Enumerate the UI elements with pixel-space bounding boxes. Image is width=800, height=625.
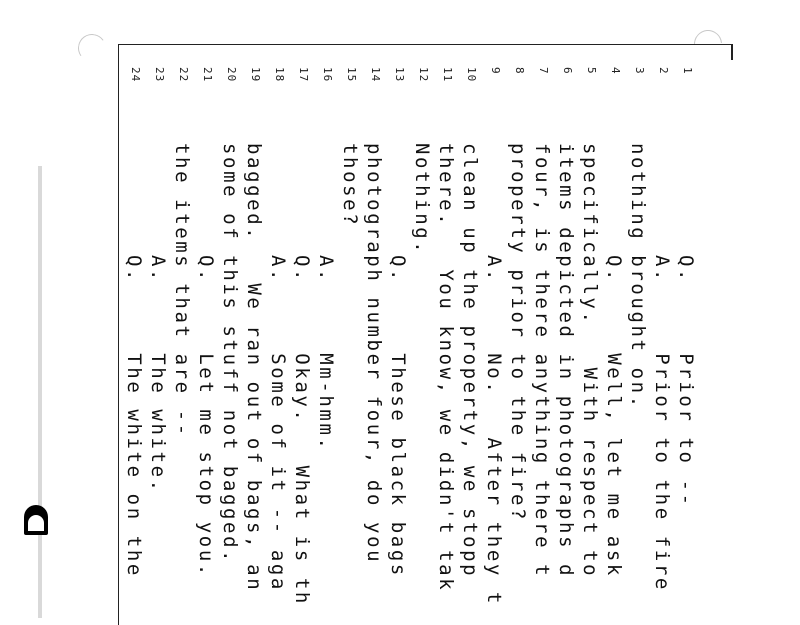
transcript-line: bagged. We ran out of bags, an [243, 143, 265, 593]
scan-edge-shadow [38, 166, 42, 618]
transcript-line: four, is there anything there t [531, 143, 553, 579]
line-number: 13 [393, 67, 406, 83]
line-number: 10 [465, 67, 478, 83]
transcript-line: A. Prior to the fire [651, 255, 673, 592]
line-number: 8 [513, 67, 526, 75]
transcript-line: A. The white. [147, 255, 169, 494]
line-number: 21 [201, 67, 214, 83]
transcript-line: Q. These black bags [387, 255, 409, 578]
transcript-line: the items that are -- [171, 143, 193, 438]
line-number: 1 [681, 67, 694, 75]
transcript-line: A. No. After they t [483, 255, 505, 606]
transcript-line: specifically. With respect to [579, 143, 601, 579]
line-number: 14 [369, 67, 382, 83]
transcript-page [118, 44, 731, 625]
line-number: 24 [129, 67, 142, 83]
transcript-line: some of this stuff not bagged. [219, 143, 241, 565]
transcript-line: A. Some of it -- aga [267, 255, 289, 592]
transcript-line: A. Mm-hmm. [315, 255, 337, 452]
transcript-line: nothing brought on. [627, 143, 649, 410]
line-number: 19 [249, 67, 262, 83]
transcript-line: items depicted in photographs d [555, 143, 577, 579]
transcript-line: Q. Let me stop you. [195, 255, 217, 578]
line-number: 18 [273, 67, 286, 83]
transcript-line: Q. Okay. What is th [291, 255, 313, 606]
line-number: 16 [321, 67, 334, 83]
transcript-line: property prior to the fire? [507, 143, 529, 523]
line-number: 2 [657, 67, 670, 75]
line-number: 11 [441, 67, 454, 83]
line-number: 6 [561, 67, 574, 75]
transcript-line: Q. The white on the [123, 255, 145, 578]
line-number: 17 [297, 67, 310, 83]
line-number: 12 [417, 67, 430, 83]
transcript-line: there. You know, we didn't tak [435, 143, 457, 593]
line-number: 5 [585, 67, 598, 75]
line-number: 3 [633, 67, 646, 75]
transcript-line: Nothing. [411, 143, 433, 256]
transcript-line: Q. Well, let me ask [603, 255, 625, 578]
line-number: 4 [609, 67, 622, 75]
line-number: 23 [153, 67, 166, 83]
line-number: 7 [537, 67, 550, 75]
transcript-line: clean up the property, we stopp [459, 143, 481, 579]
line-number: 15 [345, 67, 358, 83]
hole-punch-mark [76, 32, 108, 64]
line-number: 20 [225, 67, 238, 83]
transcript-line: those? [339, 143, 361, 228]
transcript-line: photograph number four, do you [363, 143, 385, 565]
line-number: 9 [489, 67, 502, 75]
line-number: 22 [177, 67, 190, 83]
transcript-line: Q. Prior to -- [675, 255, 697, 508]
binder-clip-mark [24, 505, 48, 535]
